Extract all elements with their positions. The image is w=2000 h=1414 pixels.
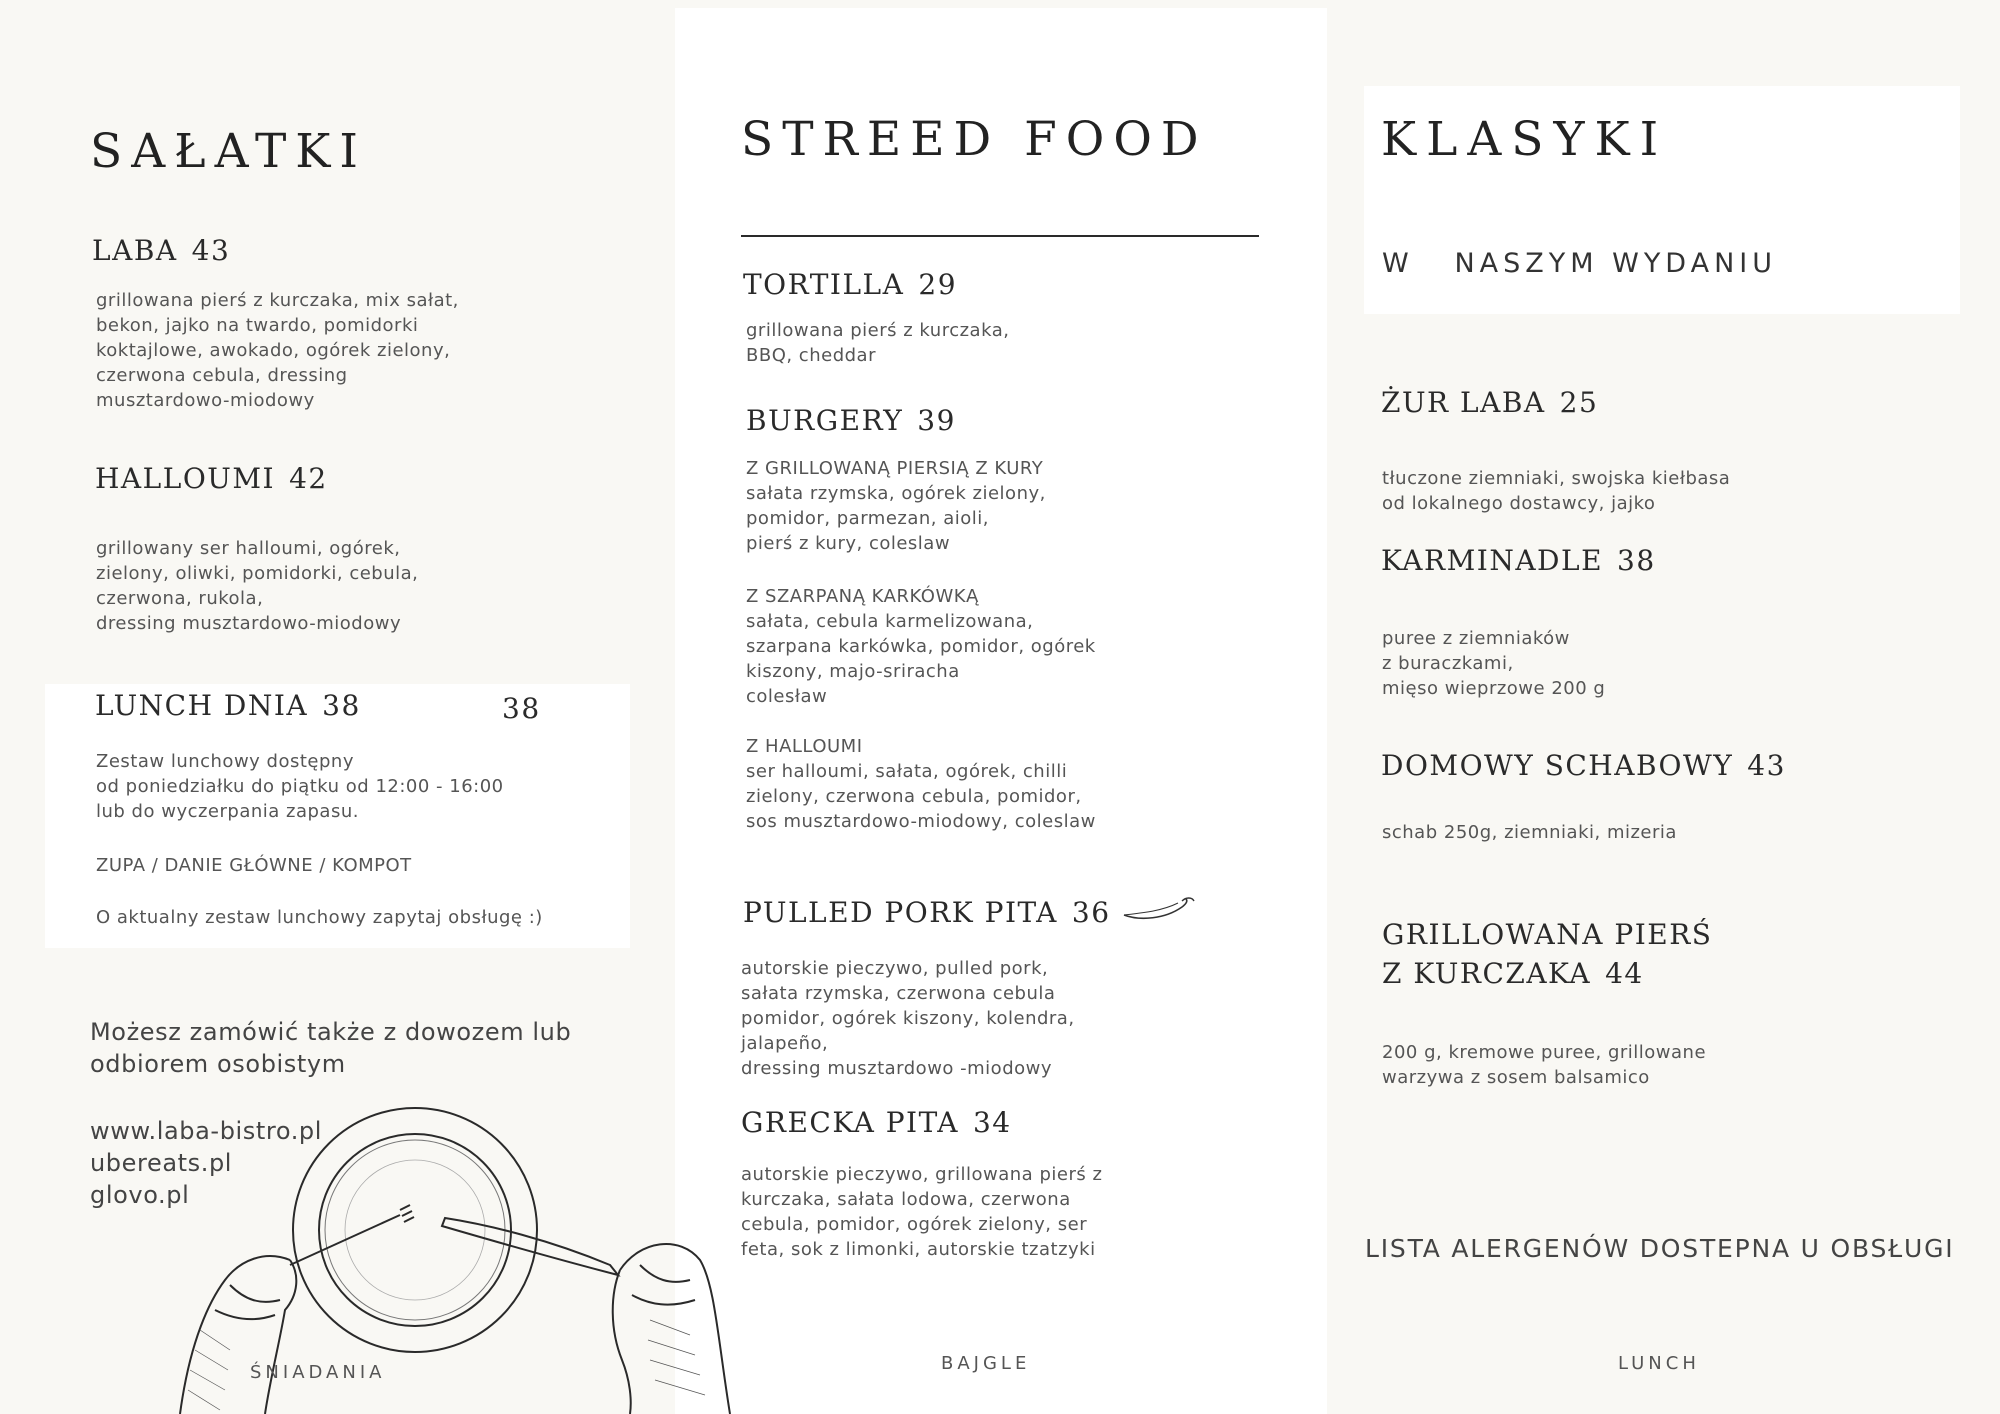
burgery-heading — [746, 404, 956, 437]
desc-line: lub do wyczerpania zapasu. — [96, 801, 359, 822]
desc-line: bekon, jajko na twardo, pomidorki — [96, 315, 419, 336]
burgery-price: 39 — [917, 404, 956, 437]
pulled-pork-price: 36 — [1071, 896, 1111, 929]
burger-variant-2 — [746, 584, 1096, 709]
desc-line: grillowana pierś z kurczaka, mix sałat, — [96, 290, 459, 311]
desc-line: kurczaka, sałata lodowa, czerwona — [741, 1189, 1071, 1210]
lunch-description — [96, 749, 504, 824]
schabowy-description — [1382, 820, 1677, 845]
desc-line: grillowana pierś z kurczaka, — [746, 320, 1010, 341]
lunch-name: LUNCH DNIA — [95, 689, 309, 722]
lunch-heading — [95, 689, 361, 722]
grill-heading-line2 — [1382, 957, 1644, 990]
grecka-heading — [741, 1106, 1012, 1139]
karminadle-heading — [1381, 544, 1656, 577]
desc-line: szarpana karkówka, pomidor, ogórek — [746, 636, 1096, 657]
pulled-pork-name: PULLED PORK PITA — [743, 896, 1058, 929]
footer-bajgle[interactable]: BAJGLE — [941, 1353, 1031, 1374]
desc-line: Z SZARPANĄ KARKÓWKĄ — [746, 586, 979, 607]
halloumi-name: HALLOUMI — [95, 462, 276, 495]
desc-line: puree z ziemniaków — [1382, 628, 1570, 649]
laba-heading — [92, 234, 230, 267]
desc-line: Z GRILLOWANĄ PIERSIĄ Z KURY — [746, 458, 1044, 479]
desc-line: Zestaw lunchowy dostępny — [96, 751, 354, 772]
zur-price: 25 — [1559, 386, 1599, 419]
desc-line: warzywa z sosem balsamico — [1382, 1067, 1650, 1088]
link-laba-bistro[interactable]: www.laba-bistro.pl — [90, 1117, 323, 1145]
delivery-line: Możesz zamówić także z dowozem lub — [90, 1018, 572, 1046]
pulled-pork-heading — [743, 896, 1111, 929]
karminadle-description — [1382, 626, 1605, 701]
footer-sniadania[interactable]: ŚNIADANIA — [250, 1362, 386, 1383]
lunch-note: O aktualny zestaw lunchowy zapytaj obsługę :) — [96, 907, 543, 928]
desc-line: 200 g, kremowe puree, grillowane — [1382, 1042, 1707, 1063]
delivery-info — [90, 1016, 571, 1080]
klasyki-title: KLASYKI — [1381, 112, 1669, 167]
desc-line: z buraczkami, — [1382, 653, 1514, 674]
grill-price: 44 — [1605, 957, 1644, 990]
salatki-title: SAŁATKI — [90, 124, 367, 179]
grill-description — [1382, 1040, 1706, 1090]
desc-line: zielony, oliwki, pomidorki, cebula, — [96, 563, 419, 584]
desc-line: od lokalnego dostawcy, jajko — [1382, 493, 1656, 514]
link-ubereats[interactable]: ubereats.pl — [90, 1149, 233, 1177]
desc-line: sałata, cebula karmelizowana, — [746, 611, 1034, 632]
burger-variant-3 — [746, 734, 1096, 834]
pulled-pork-description — [741, 956, 1075, 1081]
desc-line: musztardowo-miodowy — [96, 390, 315, 411]
streed-food-title: STREED FOOD — [741, 112, 1208, 167]
desc-line: pierś z kury, coleslaw — [746, 533, 951, 554]
laba-price: 43 — [191, 234, 231, 267]
desc-line: sos musztardowo-miodowy, coleslaw — [746, 811, 1096, 832]
schabowy-price: 43 — [1747, 749, 1786, 782]
schabowy-name: DOMOWY SCHABOWY — [1381, 749, 1734, 782]
desc-line: zielony, czerwona cebula, pomidor, — [746, 786, 1082, 807]
grecka-name: GRECKA PITA — [741, 1106, 959, 1139]
zur-heading — [1381, 386, 1598, 419]
desc-line: jalapeño, — [741, 1033, 829, 1054]
grecka-description — [741, 1162, 1102, 1262]
link-glovo[interactable]: glovo.pl — [90, 1181, 190, 1209]
lunch-price-extra: 38 — [502, 692, 541, 725]
desc-line: BBQ, cheddar — [746, 345, 876, 366]
desc-line: pomidor, ogórek kiszony, kolendra, — [741, 1008, 1075, 1029]
burgery-name: BURGERY — [746, 404, 904, 437]
tortilla-price: 29 — [918, 268, 958, 301]
desc-line: ser halloumi, sałata, ogórek, chilli — [746, 761, 1068, 782]
halloumi-heading — [95, 462, 328, 495]
zur-description — [1382, 466, 1730, 516]
desc-line: colesław — [746, 686, 828, 707]
lunch-set: ZUPA / DANIE GŁÓWNE / KOMPOT — [96, 855, 412, 876]
schabowy-heading — [1381, 749, 1786, 782]
desc-line: koktajlowe, awokado, ogórek zielony, — [96, 340, 451, 361]
desc-line: grillowany ser halloumi, ogórek, — [96, 538, 401, 559]
desc-line: dressing musztardowo -miodowy — [741, 1058, 1053, 1079]
karminadle-name: KARMINADLE — [1381, 544, 1604, 577]
lunch-price: 38 — [322, 689, 361, 722]
halloumi-price: 42 — [289, 462, 328, 495]
desc-line: autorskie pieczywo, grillowana pierś z — [741, 1164, 1103, 1185]
desc-line: cebula, pomidor, ogórek zielony, ser — [741, 1214, 1088, 1235]
zur-name: ŻUR LABA — [1381, 386, 1546, 419]
title-divider — [741, 235, 1259, 237]
desc-line: Z HALLOUMI — [746, 736, 863, 757]
tortilla-description — [746, 318, 1009, 368]
footer-lunch[interactable]: LUNCH — [1618, 1353, 1700, 1374]
desc-line: kiszony, majo-sriracha — [746, 661, 960, 682]
halloumi-description — [96, 536, 418, 636]
tortilla-heading — [743, 268, 957, 301]
desc-line: mięso wieprzowe 200 g — [1382, 678, 1606, 699]
allergens-note: LISTA ALERGENÓW DOSTEPNA U OBSŁUGI — [1365, 1234, 1955, 1263]
klasyki-subtitle: W NASZYM WYDANIU — [1382, 248, 1778, 279]
desc-line: od poniedziałku do piątku od 12:00 - 16:00 — [96, 776, 504, 797]
desc-line: sałata rzymska, czerwona cebula — [741, 983, 1056, 1004]
grecka-price: 34 — [972, 1106, 1012, 1139]
desc-line: czerwona cebula, dressing — [96, 365, 348, 386]
tortilla-name: TORTILLA — [743, 268, 905, 301]
desc-line: autorskie pieczywo, pulled pork, — [741, 958, 1049, 979]
desc-line: tłuczone ziemniaki, swojska kiełbasa — [1382, 468, 1731, 489]
laba-name: LABA — [92, 234, 178, 267]
grill-heading-line1: GRILLOWANA PIERŚ — [1382, 918, 1713, 951]
delivery-line: odbiorem osobistym — [90, 1050, 346, 1078]
chili-pepper-icon — [1120, 895, 1196, 925]
karminadle-price: 38 — [1617, 544, 1656, 577]
desc-line: pomidor, parmezan, aioli, — [746, 508, 990, 529]
desc-line: sałata rzymska, ogórek zielony, — [746, 483, 1046, 504]
grill-name2: Z KURCZAKA — [1382, 957, 1592, 990]
burger-variant-1 — [746, 456, 1046, 556]
desc-line: czerwona, rukola, — [96, 588, 264, 609]
desc-line: schab 250g, ziemniaki, mizeria — [1382, 822, 1677, 843]
laba-description — [96, 288, 459, 413]
desc-line: dressing musztardowo-miodowy — [96, 613, 402, 634]
desc-line: feta, sok z limonki, autorskie tzatzyki — [741, 1239, 1096, 1260]
